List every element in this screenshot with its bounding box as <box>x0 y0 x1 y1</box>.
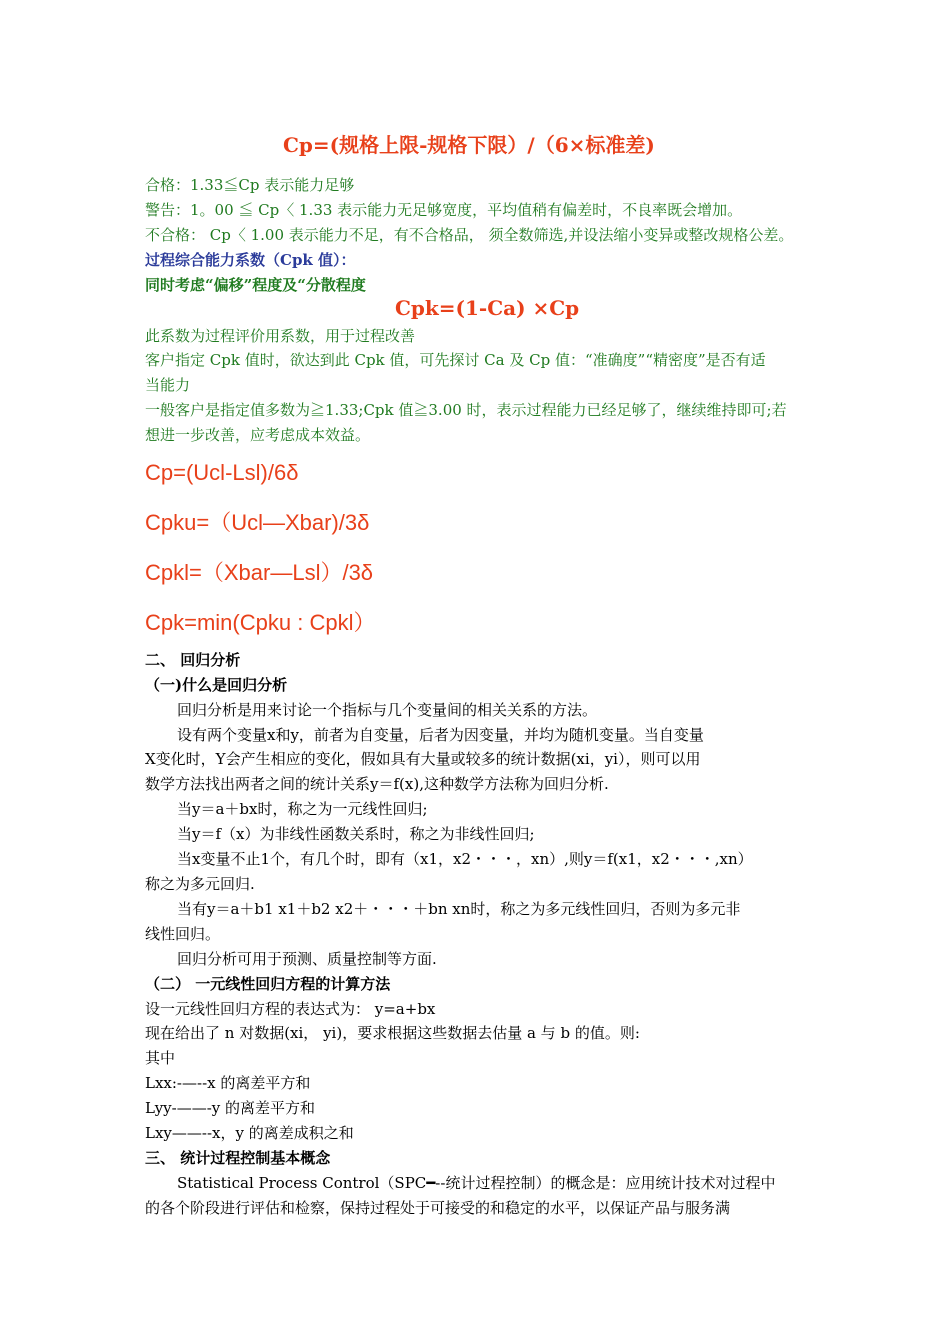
cpk-text-line1: 此系数为过程评价用系数，用于过程改善 <box>145 327 416 345</box>
page-title: Cp=(规格上限-规格下限）/（6×标准差) <box>283 133 655 157</box>
section2-p4: 当y＝f（x）为非线性函数关系时，称之为非线性回归; <box>177 825 535 843</box>
section2-p1: 回归分析是用来讨论一个指标与几个变量间的相关关系的方法。 <box>177 701 598 719</box>
section3-p1b: 的各个阶段进行评估和检察，保持过程处于可接受的和稳定的水平，以保证产品与服务满 <box>145 1199 731 1217</box>
formula-cpkl: Cpkl=（Xbar—Lsl）/3δ <box>145 560 374 585</box>
section2-p7: 回归分析可用于预测、质量控制等方面. <box>177 950 437 968</box>
formula-cpk: Cpk=min(Cpku : Cpkl） <box>145 610 376 635</box>
cpk-text-line3a: 一般客户是指定值多数为≧1.33;Cpk 值≧3.00 时，表示过程能力已经足够了，继续维持即可;若 <box>145 401 787 419</box>
section2-subheading2: （二） 一元线性回归方程的计算方法 <box>145 975 391 993</box>
lyy-definition: Lyy-——-y 的离差平方和 <box>145 1099 316 1117</box>
section2-p6b: 线性回归。 <box>145 925 221 943</box>
section2-p5b: 称之为多元回归. <box>145 875 255 893</box>
cpk-text-line3b: 想进一步改善，应考虑成本效益。 <box>145 426 371 444</box>
section2-p3: 当y＝a＋bx时，称之为一元线性回归; <box>177 800 428 818</box>
section2-p6a: 当有y＝a＋b1 x1＋b2 x2＋・・・＋bn xn时，称之为多元线性回归，否则为多元非 <box>177 900 741 918</box>
lxy-definition: Lxy——--x，y 的离差成积之和 <box>145 1124 354 1142</box>
section2-heading: 二、 回归分析 <box>145 651 241 669</box>
cpk-heading: 过程综合能力系数（Cpk 值）： <box>145 251 356 269</box>
cpk-subheading: 同时考虑“偏移”程度及“分散程度 <box>145 276 366 294</box>
cp-grade-fail: 不合格： Cp〈 1.00 表示能力不足，有不合格品， 须全数筛选,并设法缩小变异或整改规格公差。 <box>145 226 794 244</box>
cpk-text-line2a: 客户指定 Cpk 值时，欲达到此 Cpk 值，可先探讨 Ca 及 Cp 值：“准确度”“精密度”是否有适 <box>145 351 766 369</box>
section2-q2: 现在给出了 n 对数据(xi， yi)，要求根据这些数据去估量 a 与 b 的值。则: <box>145 1024 640 1042</box>
cpk-formula: Cpk=(1-Ca) ×Cp <box>395 296 580 320</box>
formula-cp: Cp=(Ucl-Lsl)/6δ <box>145 460 299 485</box>
section2-p2c: 数学方法找出两者之间的统计关系y＝f(x),这种数学方法称为回归分析. <box>145 775 609 793</box>
section2-q1: 设一元线性回归方程的表达式为： y=a+bx <box>145 1000 436 1018</box>
section3-heading: 三、 统计过程控制基本概念 <box>145 1149 331 1167</box>
section2-p5a: 当x变量不止1个，有几个时，即有（x1，x2・・・，xn）,则y＝f(x1，x2・・・,xn） <box>177 850 753 868</box>
cp-grade-pass: 合格：1.33≦Cp 表示能力足够 <box>145 176 355 194</box>
section2-p2b: X变化时，Y会产生相应的变化，假如具有大量或较多的统计数据(xi，yi），则可以用 <box>145 750 701 768</box>
section3-p1a: Statistical Process Control（SPC━--统计过程控制）的概念是：应用统计技术对过程中 <box>177 1174 776 1192</box>
formula-cpku: Cpku=（Ucl—Xbar)/3δ <box>145 510 370 535</box>
section2-q3: 其中 <box>145 1049 176 1067</box>
section2-subheading1: （一)什么是回归分析 <box>145 676 288 694</box>
cp-grade-warn: 警告：1。00 ≦ Cp〈 1.33 表示能力无足够宽度，平均值稍有偏差时，不良率既会增加。 <box>145 201 743 219</box>
section2-p2a: 设有两个变量x和y，前者为自变量，后者为因变量，并均为随机变量。当自变量 <box>177 726 704 744</box>
cpk-text-line2b: 当能力 <box>145 376 191 394</box>
lxx-definition: Lxx:-—--x 的离差平方和 <box>145 1074 311 1092</box>
